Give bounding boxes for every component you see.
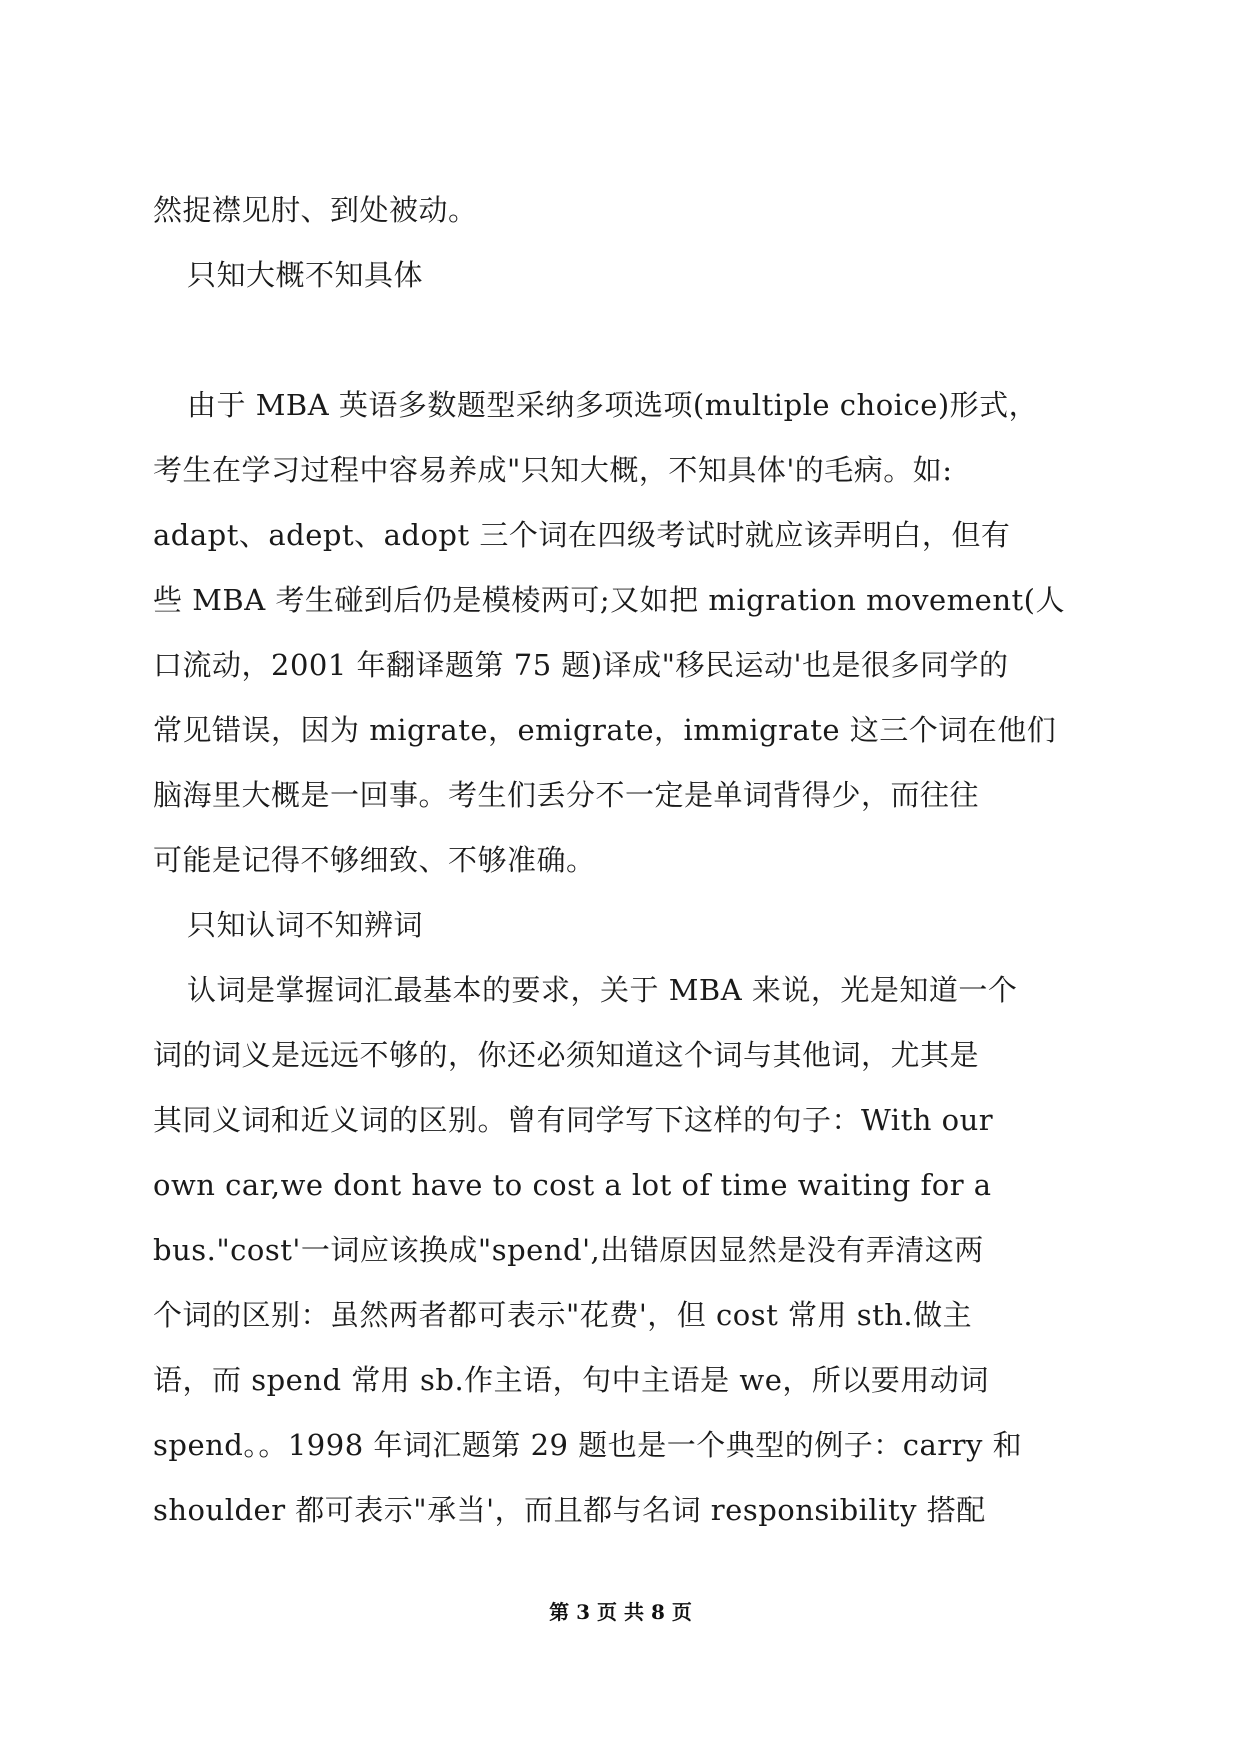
paragraph-line: bus."cost'一词应该换成"spend',出错原因显然是没有弄清这两 [153,1233,984,1267]
page-number-footer: 第 3 页 共 8 页 [549,1600,692,1624]
paragraph-line: 词的词义是远远不够的，你还必须知道这个词与其他词，尤其是 [153,1038,980,1072]
paragraph-line: shoulder 都可表示"承当'，而且都与名词 responsibility 搭配 [153,1493,986,1527]
paragraph-line: 由于 MBA 英语多数题型采纳多项选项(multiple choice)形式， [187,388,1039,422]
paragraph-line: 考生在学习过程中容易养成"只知大概，不知具体'的毛病。如: [153,453,953,487]
document-body [153,178,1093,1543]
paragraph-line: 常见错误，因为 migrate，emigrate，immigrate 这三个词在他们 [153,713,1057,747]
paragraph-line: 个词的区别：虽然两者都可表示"花费'，但 cost 常用 sth.做主 [153,1298,973,1332]
paragraph-spacer [153,308,1093,373]
paragraph-line: 语，而 spend 常用 sb.作主语，句中主语是 we，所以要用动词 [153,1363,989,1397]
section-heading: 只知大概不知具体 [187,258,424,292]
section-heading: 只知认词不知辨词 [187,908,424,942]
paragraph-line: 脑海里大概是一回事。考生们丢分不一定是单词背得少，而往往 [153,778,980,812]
paragraph-line: 可能是记得不够细致、不够准确。 [153,843,596,877]
paragraph-line: 口流动，2001 年翻译题第 75 题)译成"移民运动'也是很多同学的 [153,648,1009,682]
paragraph-line: 些 MBA 考生碰到后仍是模棱两可;又如把 migration movement(人 [153,583,1065,617]
paragraph-line: adapt、adept、adopt 三个词在四级考试时就应该弄明白，但有 [153,518,1011,552]
paragraph-line: 认词是掌握词汇最基本的要求，关于 MBA 来说，光是知道一个 [187,973,1018,1007]
paragraph-line: 然捉襟见肘、到处被动。 [153,193,478,227]
paragraph-line: own car,we dont have to cost a lot of time waiting for a [153,1168,992,1202]
paragraph-line: 其同义词和近义词的区别。曾有同学写下这样的句子：With our [153,1103,994,1137]
paragraph-line: spend。。1998 年词汇题第 29 题也是一个典型的例子：carry 和 [153,1428,1023,1462]
